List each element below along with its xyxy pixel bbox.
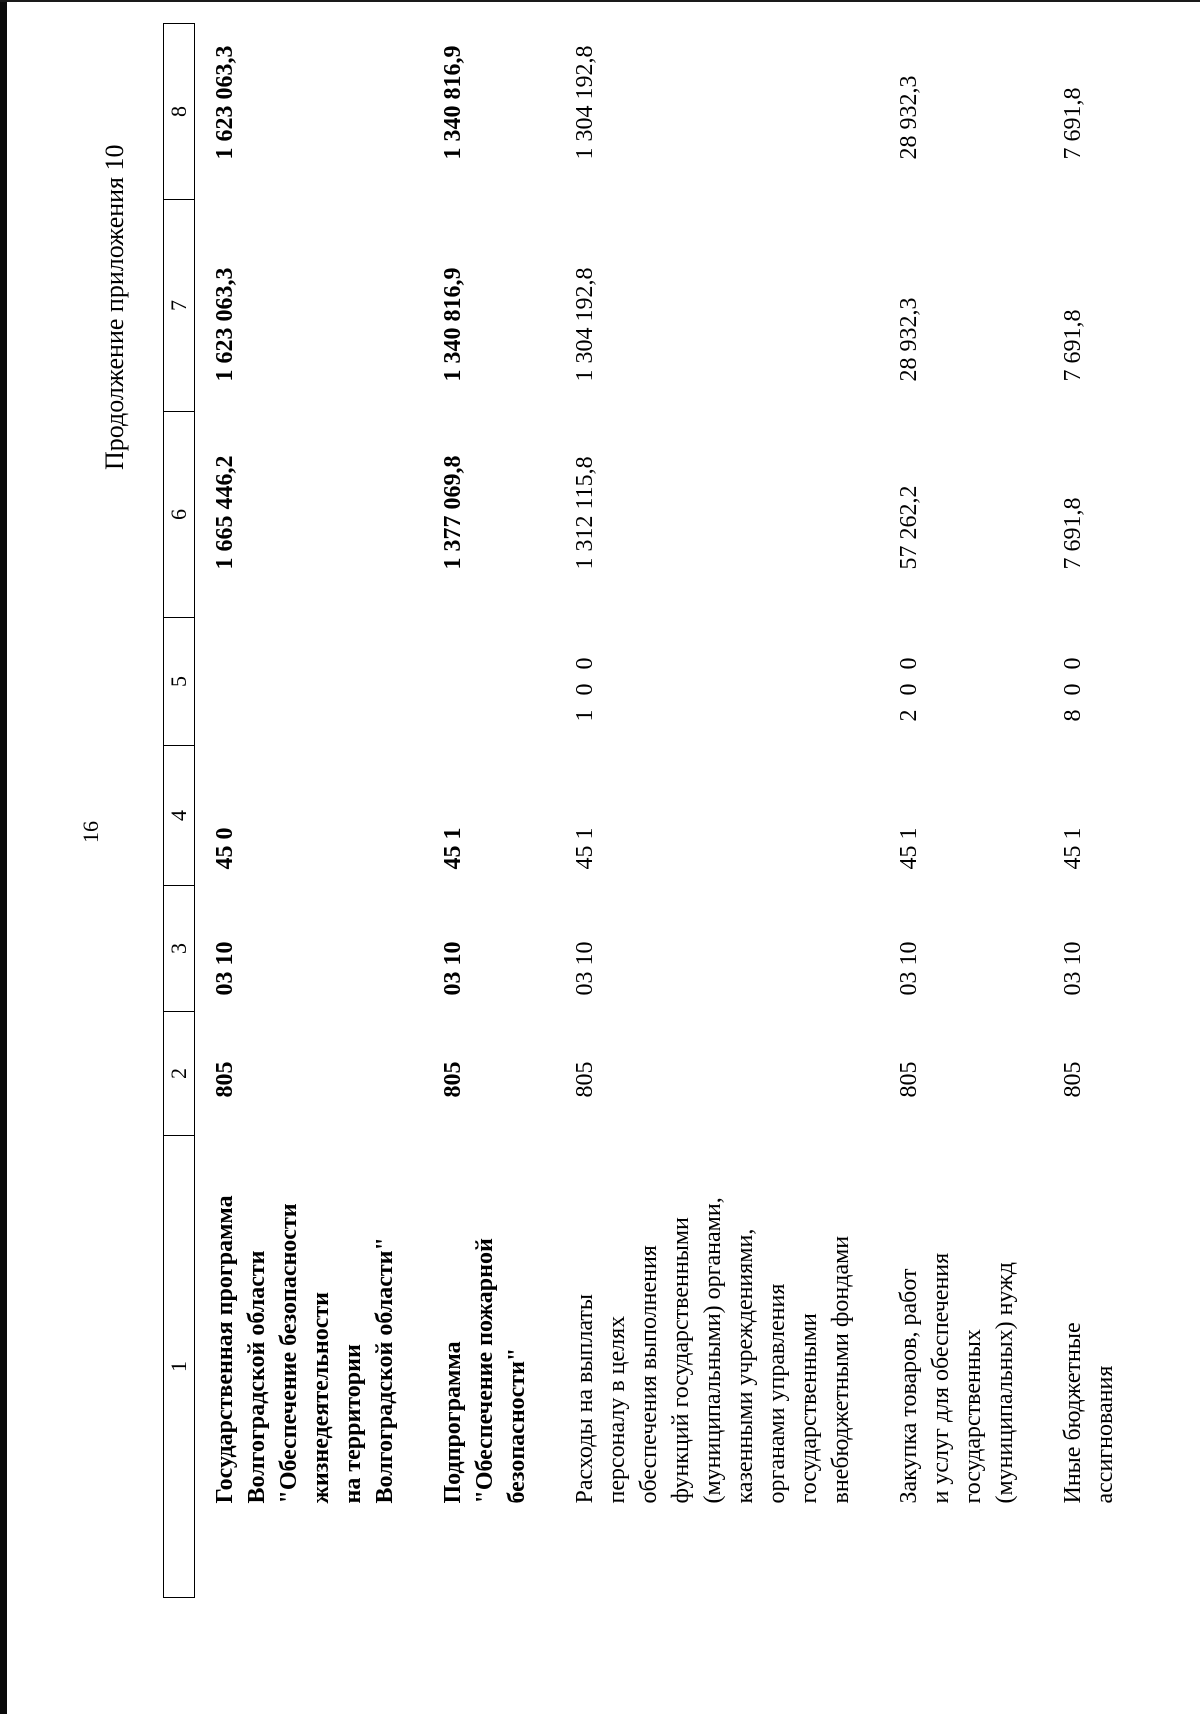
row-name-cell (893, 1136, 1057, 1598)
cell-c8: 1 340 816,9 (440, 45, 466, 160)
cell-c4: 45 1 (1060, 827, 1086, 870)
row-name-line: безопасности" (504, 1347, 530, 1504)
cell-c5: 1 0 0 (572, 653, 598, 722)
row-name-line: (муниципальными) органами, (700, 1197, 726, 1504)
cell-c3: 03 10 (896, 941, 922, 996)
cell-c4: 45 0 (212, 827, 238, 870)
column-header: 3 (164, 886, 195, 1012)
cell-c2: 805 (896, 1061, 922, 1098)
cell-c7: 28 932,3 (896, 297, 922, 382)
row-name-line: Закупка товаров, работ (896, 1268, 922, 1504)
table-row (1057, 24, 1157, 1598)
row-name-line: персоналу в целях (604, 1315, 630, 1504)
cell-c5 (437, 618, 569, 746)
cell-c3: 03 10 (440, 941, 466, 996)
column-header: 1 (164, 1136, 195, 1598)
row-name-line: "Обеспечение безопасности (276, 1203, 302, 1504)
column-header: 8 (164, 24, 195, 200)
row-name-line: внебюджетными фондами (828, 1235, 854, 1504)
cell-c4: 45 1 (572, 827, 598, 870)
cell-c4: 45 1 (440, 827, 466, 870)
column-header: 5 (164, 618, 195, 746)
cell-c8: 28 932,3 (896, 75, 922, 160)
cell-c8: 1 304 192,8 (572, 45, 598, 160)
cell-c2: 805 (212, 1061, 238, 1098)
table-row (195, 24, 438, 1598)
cell-c2: 805 (440, 1061, 466, 1098)
cell-c3: 03 10 (212, 941, 238, 996)
row-name-line: "Обеспечение пожарной (472, 1238, 498, 1504)
cell-c7: 1 623 063,3 (212, 267, 238, 382)
row-name-line: ассигнования (1092, 1365, 1118, 1504)
cell-c8: 7 691,8 (1060, 87, 1086, 160)
table-row (893, 24, 1057, 1598)
row-name-line: казенными учреждениями, (732, 1228, 758, 1504)
row-name-cell (569, 1136, 893, 1598)
appendix-table (163, 23, 1157, 1598)
column-header: 7 (164, 200, 195, 412)
column-header: 2 (164, 1012, 195, 1136)
cell-c3: 03 10 (572, 941, 598, 996)
cell-c5: 8 0 0 (1060, 653, 1086, 722)
row-name-line: на территории (340, 1344, 366, 1504)
row-name-line: Волгоградской области (244, 1250, 270, 1504)
cell-c6: 1 312 115,8 (572, 456, 598, 570)
row-name-line: Подпрограмма (440, 1341, 466, 1504)
table-row (569, 24, 893, 1598)
row-name-line: Волгоградской области" (372, 1237, 398, 1504)
row-name-line: обеспечения выполнения (636, 1245, 662, 1504)
cell-c5 (195, 618, 438, 746)
row-name-cell (195, 1136, 438, 1598)
row-name-line: (муниципальных) нужд (992, 1262, 1018, 1504)
table-body (195, 24, 1158, 1598)
column-number-row (164, 24, 195, 1598)
cell-c4: 45 1 (896, 827, 922, 870)
row-name-cell (1057, 1136, 1157, 1598)
cell-c2: 805 (1060, 1061, 1086, 1098)
row-name-line: органами управления (764, 1283, 790, 1504)
cell-c2: 805 (572, 1061, 598, 1098)
cell-c6: 7 691,8 (1060, 497, 1086, 570)
cell-c8: 1 623 063,3 (212, 45, 238, 160)
column-header: 4 (164, 746, 195, 886)
cell-c6: 1 377 069,8 (440, 455, 466, 570)
cell-c3: 03 10 (1060, 941, 1086, 996)
page-number: 16 (78, 821, 103, 843)
row-name-line: функций государственными (668, 1217, 694, 1504)
cell-c7: 7 691,8 (1060, 309, 1086, 382)
cell-c5: 2 0 0 (896, 653, 922, 722)
row-name-cell (437, 1136, 569, 1598)
cell-c7: 1 304 192,8 (572, 267, 598, 382)
continuation-label: Продолжение приложения 10 (100, 144, 129, 470)
cell-c7: 1 340 816,9 (440, 267, 466, 382)
row-name-line: Расходы на выплаты (572, 1294, 598, 1504)
row-name-line: и услуг для обеспечения (928, 1252, 954, 1504)
cell-c6: 57 262,2 (896, 485, 922, 570)
table-row (437, 24, 569, 1598)
row-name-line: государственными (796, 1313, 822, 1504)
row-name-line: жизнедеятельности (308, 1291, 334, 1504)
row-name-line: Государственная программа (212, 1195, 238, 1504)
row-name-line: государственных (960, 1329, 986, 1504)
column-header: 6 (164, 412, 195, 618)
row-name-line: Иные бюджетные (1060, 1322, 1086, 1504)
cell-c6: 1 665 446,2 (212, 455, 238, 570)
